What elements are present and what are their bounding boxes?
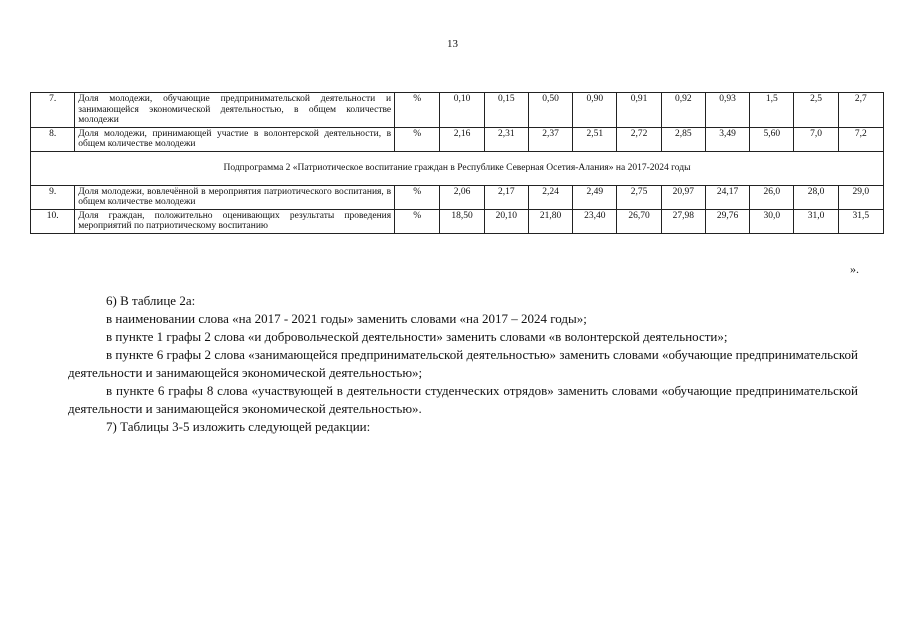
value-cell: 21,80: [528, 209, 572, 233]
value-cell: 7,0: [794, 127, 838, 151]
row-number: 8.: [31, 127, 75, 151]
value-cell: 24,17: [705, 185, 749, 209]
value-cell: 2,7: [838, 93, 883, 128]
indicators-table: [30, 92, 884, 234]
table-row: [31, 93, 884, 128]
value-cell: 5,60: [750, 127, 794, 151]
paragraph-item1-change: в пункте 1 графы 2 слова «и добровольческой деятельности» заменить словами «в волонтерской деятельности»;: [106, 329, 728, 344]
row-number: 7.: [31, 93, 75, 128]
row-number: 9.: [31, 185, 75, 209]
table-row: [31, 127, 884, 151]
paragraph-table-2a: 6) В таблице 2а:: [106, 293, 196, 308]
subprogram-row: [31, 151, 884, 185]
value-cell: 2,16: [440, 127, 484, 151]
unit-cell: %: [395, 185, 440, 209]
unit-cell: %: [395, 127, 440, 151]
value-cell: 2,75: [617, 185, 661, 209]
indicator-description: Доля молодежи, вовлечённой в мероприятия патриотического воспитания, в общем количестве молодежи: [75, 185, 395, 209]
indicator-description: Доля граждан, положительно оценивающих результаты проведения мероприятий по патриотическому воспитанию: [75, 209, 395, 233]
table-row: [31, 209, 884, 233]
value-cell: 29,0: [838, 185, 883, 209]
value-cell: 2,37: [528, 127, 572, 151]
paragraph-title-change: в наименовании слова «на 2017 - 2021 годы» заменить словами «на 2017 – 2024 годы»;: [106, 311, 587, 326]
value-cell: 2,5: [794, 93, 838, 128]
value-cell: 3,49: [705, 127, 749, 151]
value-cell: 23,40: [573, 209, 617, 233]
value-cell: 31,5: [838, 209, 883, 233]
value-cell: 1,5: [750, 93, 794, 128]
value-cell: 7,2: [838, 127, 883, 151]
value-cell: 2,31: [484, 127, 528, 151]
page-number: 13: [447, 38, 458, 50]
row-number: 10.: [31, 209, 75, 233]
unit-cell: %: [395, 93, 440, 128]
value-cell: 2,85: [661, 127, 705, 151]
value-cell: 20,10: [484, 209, 528, 233]
value-cell: 2,51: [573, 127, 617, 151]
closing-quote: ».: [850, 262, 859, 276]
unit-cell: %: [395, 209, 440, 233]
value-cell: 0,91: [617, 93, 661, 128]
paragraph-item6-col8-change: в пункте 6 графы 8 слова «участвующей в деятельности студенческих отрядов» заменить словами «обучающие предпринимательской деятельности и занимающейся экономической деятельностью».: [68, 383, 858, 416]
value-cell: 26,0: [750, 185, 794, 209]
indicator-description: Доля молодежи, обучающие предпринимательской деятельности и занимающейся экономической деятельностью, в общем количестве молодежи: [75, 93, 395, 128]
subprogram-title: Подпрограмма 2 «Патриотическое воспитание граждан в Республике Северная Осетия-Алания» на 2017-2024 годы: [31, 151, 884, 185]
paragraph-item6-col2-change: в пункте 6 графы 2 слова «занимающейся предпринимательской деятельностью» заменить словами «обучающие предпринимательской деятельности и занимающейся экономической деятельностью»;: [68, 347, 858, 380]
value-cell: 31,0: [794, 209, 838, 233]
value-cell: 0,10: [440, 93, 484, 128]
value-cell: 0,50: [528, 93, 572, 128]
value-cell: 30,0: [750, 209, 794, 233]
value-cell: 27,98: [661, 209, 705, 233]
value-cell: 18,50: [440, 209, 484, 233]
value-cell: 29,76: [705, 209, 749, 233]
value-cell: 2,24: [528, 185, 572, 209]
value-cell: 2,06: [440, 185, 484, 209]
value-cell: 20,97: [661, 185, 705, 209]
value-cell: 0,90: [573, 93, 617, 128]
value-cell: 2,49: [573, 185, 617, 209]
indicator-description: Доля молодежи, принимающей участие в волонтерской деятельности, в общем количестве молодежи: [75, 127, 395, 151]
amendment-text: [68, 292, 858, 436]
value-cell: 2,72: [617, 127, 661, 151]
value-cell: 0,92: [661, 93, 705, 128]
paragraph-tables-3-5: 7) Таблицы 3-5 изложить следующей редакции:: [106, 419, 371, 434]
value-cell: 26,70: [617, 209, 661, 233]
value-cell: 28,0: [794, 185, 838, 209]
value-cell: 0,15: [484, 93, 528, 128]
table-row: [31, 185, 884, 209]
value-cell: 0,93: [705, 93, 749, 128]
value-cell: 2,17: [484, 185, 528, 209]
